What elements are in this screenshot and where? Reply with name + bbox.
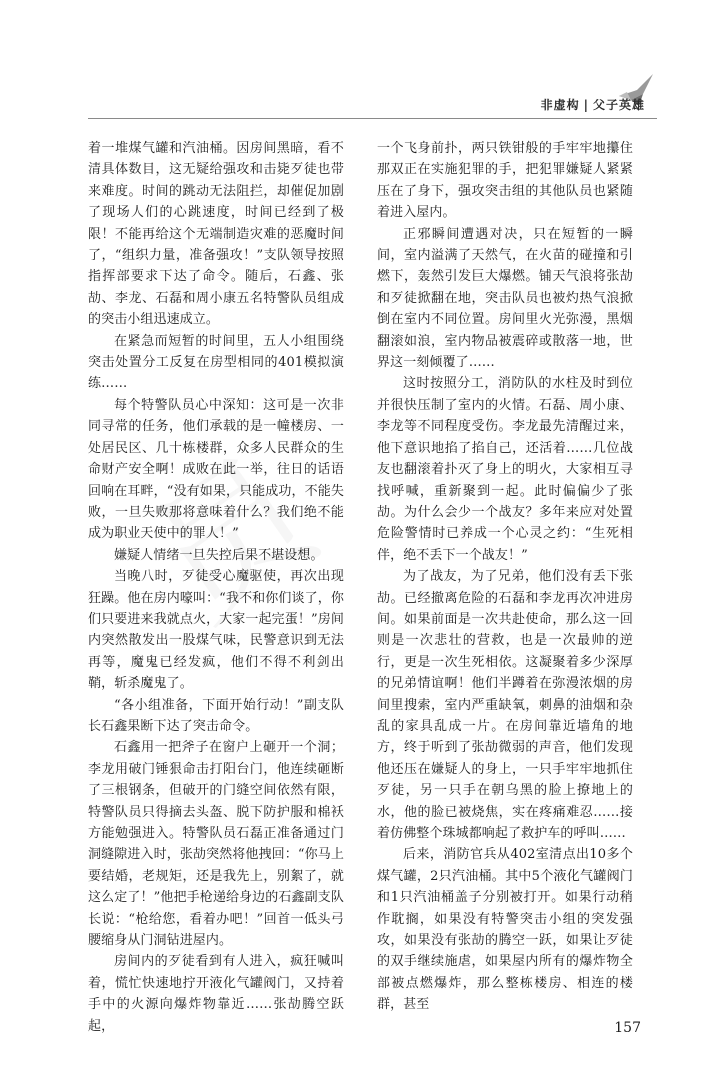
paragraph: “各小组准备，下面开始行动！”副支队长石鑫果断下达了突击命令。 [88, 697, 344, 734]
paragraph: 每个特警队员心中深知：这可是一次非同寻常的任务，他们承载的是一幢楼房、一处居民区、几十栋楼群，众多人民群众的生命财产安全啊！成败在此一举，往日的话语回响在耳畔，“没有如果，只能成功，不能失败，一旦失败那将意味着什么？我们绝不能成为职业天使中的罪人！” [88, 397, 344, 542]
paragraph: 在紧急而短暂的时间里，五人小组围绕突击处置分工反复在房型相同的401模拟演练…… [88, 333, 344, 392]
paragraph: 房间内的歹徒看到有人进入，疯狂喊叫着，慌忙快速地拧开液化气罐阀门，又持着手中的火源向爆炸物靠近……张劼腾空跃起， [88, 954, 344, 1034]
header-rule [88, 118, 657, 119]
header-separator: | [583, 98, 589, 112]
header-section: 非虚构 [540, 98, 580, 112]
running-header [541, 96, 645, 113]
paragraph: 石鑫用一把斧子在窗户上砸开一个洞；李龙用破门锤狠命击打阳台门，他连续砸断了三根钢条，但破开的门缝空间依然有限，特警队员只得摘去头盔、脱下防护服和棉袄方能勉强进入。特警队员石磊正准备通过门洞缝隙进入时，张劼突然将他拽回：“你马上要结婚，老规矩，还是我先上，别絮了，就这么定了！”他把手枪递给身边的石鑫副支队长说：“枪给您，看着办吧！”回首一低头弓腰缩身从门洞钻进屋内。 [88, 740, 344, 949]
right-column [377, 138, 633, 1016]
paragraph: 这时按照分工，消防队的水柱及时到位并很快压制了室内的火情。石磊、周小康、李龙等不同程度受伤。李龙最先清醒过来，他下意识地掐了掐自己，还活着……几位战友也翻滚着扑灭了身上的明火，大家相互寻找呼喊，重新聚到一起。此时偏偏少了张劼。为什么会少一个战友？多年来应对处置危险警情时已养成一个心灵之约：“生死相伴，绝不丢下一个战友！” [377, 376, 633, 563]
paragraph: 正邪瞬间遭遇对决，只在短暂的一瞬间，室内溢满了天然气，在火苗的碰撞和引燃下，轰然引发巨大爆燃。铺天气浪将张劼和歹徒掀翻在地，突击队员也被灼热气浪掀倒在室内不同位置。房间里火光弥漫，黑烟翻滚如浪，室内物品被震碎或散落一地，世界这一刻倾覆了…… [377, 226, 633, 371]
header-title: 父子英雄 [592, 98, 645, 112]
paragraph: 着一堆煤气罐和汽油桶。因房间黑暗，看不清具体数目，这无疑给强攻和击毙歹徒也带来难度。时间的跳动无法阻拦，却催促加剧了现场人们的心跳速度，时间已经到了极限！不能再给这个无端制造灾难的恶魔时间了，“组织力量，准备强攻！”支队领导按照指挥部要求下达了命令。随后，石鑫、张劼、李龙、石磊和周小康五名特警队员组成的突击小组迅速成立。 [88, 141, 344, 328]
paragraph: 嫌疑人情绪一旦失控后果不堪设想。 [114, 547, 324, 563]
paragraph: 为了战友，为了兄弟，他们没有丢下张劼。已经撤离危险的石磊和李龙再次冲进房间。如果前面是一次共赴使命，那么这一回则是一次悲壮的营救，也是一次最帅的逆行，更是一次生死相依。这凝聚着多少深厚的兄弟情谊啊！他们半蹲着在弥漫浓烟的房间里搜索，室内严重缺氧，刺鼻的油烟和杂乱的家具乱成一片。在房间靠近墙角的地方，终于听到了张劼微弱的声音，他们发现他还压在嫌疑人的身上，一只手牢牢地抓住歹徒，另一只手在朝乌黑的脸上撩地上的水，他的脸已被烧焦，实在疼痛难忍……接着仿佛整个珠城都响起了救护车的呼叫…… [377, 569, 633, 841]
page-number: 157 [614, 1020, 641, 1036]
paragraph: 一个飞身前扑，两只铁钳般的手牢牢地攥住那双正在实施犯罪的手，把犯罪嫌疑人紧紧压在了身下，强攻突击组的其他队员也紧随着进入屋内。 [377, 141, 633, 221]
paragraph: 当晚八时，歹徒受心魔驱使，再次出现狂躁。他在房内嚎叫：“我不和你们谈了，你们只要进来我就点火，大家一起完蛋！”房间内突然散发出一股煤气味，民警意识到无法再等，魔鬼已经发疯，他们不得不利剑出鞘，斩杀魔鬼了。 [88, 569, 344, 692]
paragraph: 后来，消防官兵从402室清点出10多个煤气罐，2只汽油桶。其中5个液化气罐阀门和1只汽油桶盖子分别被打开。如果行动稍作耽搁，如果没有特警突击小组的突发强攻，如果没有张劼的腾空一跃，如果让歹徒的双手继续施虐，如果屋内所有的爆炸物全部被点燃爆炸，那么整栋楼房、相连的楼群，甚至 [377, 847, 633, 1013]
left-column [88, 138, 344, 1037]
